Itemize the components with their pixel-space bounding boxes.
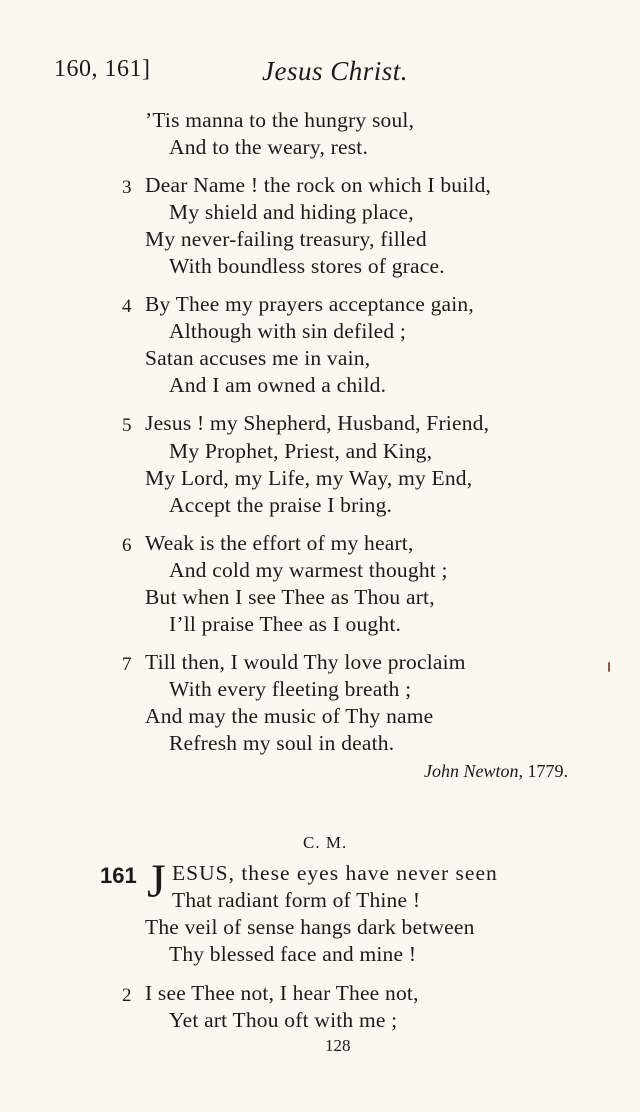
verse-number: 2 — [122, 985, 132, 1006]
verse-line: Although with sin defiled ; — [169, 319, 407, 343]
verse-line: Satan accuses me in vain, — [145, 346, 371, 370]
verse-line: My Lord, my Life, my Way, my End, — [145, 466, 473, 490]
verse-line: With boundless stores of grace. — [169, 254, 445, 278]
running-title: Jesus Christ. — [262, 56, 409, 86]
verse-number: 3 — [122, 177, 132, 198]
verse-line: My Prophet, Priest, and King, — [169, 439, 433, 463]
attribution-author: John Newton, — [424, 761, 523, 781]
hymn-range-header: 160, 161] — [54, 56, 151, 82]
verse-line: Dear Name ! the rock on which I build, — [145, 173, 492, 197]
verse-line: I’ll praise Thee as I ought. — [169, 612, 402, 636]
paper-speck — [608, 662, 610, 672]
meter-label: C. M. — [303, 833, 348, 852]
attribution-year: 1779. — [527, 761, 568, 781]
verse-line: Till then, I would Thy love proclaim — [145, 650, 466, 674]
verse-line: And may the music of Thy name — [145, 704, 434, 728]
verse-number: 4 — [122, 296, 132, 317]
verse-line: My never-failing treasury, filled — [145, 227, 427, 251]
verse-line: By Thee my prayers acceptance gain, — [145, 292, 474, 316]
verse-line: With every fleeting breath ; — [169, 677, 412, 701]
verse-line: My shield and hiding place, — [169, 200, 414, 224]
verse-line: And I am owned a child. — [169, 373, 387, 397]
verse-line: The veil of sense hangs dark between — [145, 915, 475, 939]
verse-line: Refresh my soul in death. — [169, 731, 395, 755]
verse-line: Accept the praise I bring. — [169, 493, 393, 517]
verse-line: Yet art Thou oft with me ; — [169, 1008, 398, 1032]
verse-number: 5 — [122, 415, 132, 436]
verse-line: Jesus ! my Shepherd, Husband, Friend, — [145, 411, 490, 435]
verse-line: ’Tis manna to the hungry soul, — [145, 108, 415, 132]
drop-cap: J — [147, 855, 166, 908]
verse-number: 6 — [122, 535, 132, 556]
first-line: ESUS, these eyes have never seen — [172, 861, 498, 885]
verse-line: I see Thee not, I hear Thee not, — [145, 981, 419, 1005]
verse-line: Thy blessed face and mine ! — [169, 942, 417, 966]
verse-line: Weak is the effort of my heart, — [145, 531, 414, 555]
hymn-number: 161 — [100, 863, 137, 888]
verse-line: And cold my warmest thought ; — [169, 558, 448, 582]
page-number: 128 — [325, 1036, 351, 1055]
verse-number: 7 — [122, 654, 132, 675]
verse-line: And to the weary, rest. — [169, 135, 369, 159]
verse-line: That radiant form of Thine ! — [172, 888, 421, 912]
attribution — [424, 761, 568, 782]
verse-line: But when I see Thee as Thou art, — [145, 585, 435, 609]
